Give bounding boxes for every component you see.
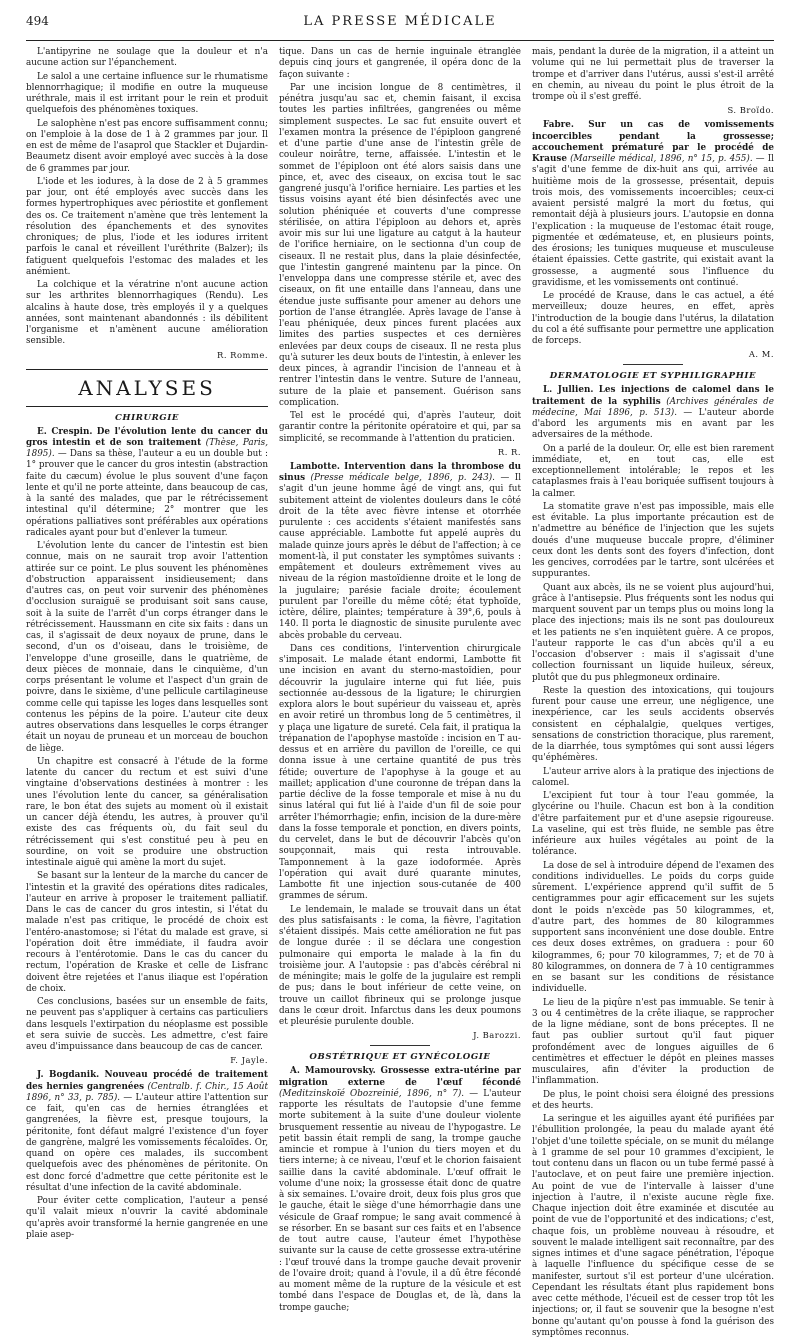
signature: R. R. [497, 446, 521, 457]
paragraph: L'auteur arrive alors à la pratique des injections de calomel. [532, 766, 774, 788]
article-author: A. Mamourovsky. [290, 1066, 376, 1077]
page-number: 494 [26, 14, 49, 28]
paragraph: Tel est le procédé qui, d'après l'auteur, doit garantir contre la péritonite opératoire et qui, par sa simplicité, se recommande à l'attention du praticien. [279, 411, 521, 444]
article-reference: (Presse médicale belge, 1896, p. 243). [310, 473, 495, 483]
signature: S. Broïdo. [727, 105, 774, 116]
column-1 [26, 47, 268, 1341]
article-reference: (Meditzinskoïé Obozreinié, 1896, n° 7). [279, 1088, 465, 1099]
paragraph: mais, pendant la durée de la migration, il a atteint un volume qui ne lui permettait plus de traverser la trompe et d'arriver dans l'utérus, aussi s'est-il arrêté en chemin, au niveau du point le plus étroit de la trompe où il s'est greffé. [532, 47, 774, 102]
page-header [26, 14, 774, 36]
paragraph: L'iode et les iodures, à la dose de 2 à 5 grammes par jour, ont été employés avec succès dans les formes hypertrophiques avec périostite et gonflement des os. Ce traitement n'amène que très lentement la résolution des épanchements et des synovites chroniques; de plus, l'iode et les iodures irritent parfois le canal et réveillent l'uréthrite (Balzer); ils fatiguent quelquefois l'estomac des malades et les anémient. [26, 176, 268, 277]
article-author: J. Bogdanik. [37, 1070, 100, 1081]
paragraph: Se basant sur la lenteur de la marche du cancer de l'intestin et la gravité des opérations dites radicales, l'auteur en arrive à proposer le traitement palliatif. Dans le cas de cancer du gros intestin, si l'état du malade n'est pas critique, le procédé de choix est l'entéro-anastomose; si l'état du malade est grave, si l'opération doit être immédiate, il faudra avoir recours à l'entérotomie. Dans le cas du cancer du rectum, l'opération de Kraske et celle de Lisfranc doivent être rejetées et l'anus iliaque est l'opération de choix. [26, 871, 268, 994]
signature: J. Barozzi. [473, 1030, 521, 1041]
paragraph: La colchique et la vératrine n'ont aucune action sur les arthrites blennorrhagiques (Rendu). Les alcalins à haute dose, très employés il y a quelques années, sont maintenant abandonnés : ils débilitent l'organisme et n'amènent aucune amélioration sensible. [26, 280, 268, 347]
journal-title: LA PRESSE MÉDICALE [303, 14, 497, 29]
article-text: — Dans sa thèse, l'auteur a eu un double but : 1° prouver que le cancer du gros intestin (abstraction faite du cæcum) évolue le plus souvent d'une façon lente et qu'il ne porte atteinte, dans beaucoup de cas, à la santé des malades, que par le rétrécissement intestinal qu'il détermine; 2° montrer que les opérations palliatives sont préférables aux opérations radicales ayant pour but d'enlever la tumeur. [26, 449, 268, 538]
paragraph: Pour éviter cette complication, l'auteur a pensé qu'il valait mieux n'ouvrir la cavité abdominale qu'après avoir transformé la hernie gangrenée en une plaie asep- [26, 1196, 268, 1240]
paragraph: Reste la question des intoxications, qui toujours furent pour cause une erreur, une négligence, une inexpérience, car les seuls accidents observés consistent en céphalalgie, quelques vertiges, sensations de constriction thoracique, plus rarement, de la diarrhée, tous symptômes qui sont aussi légers qu'éphémères. [532, 685, 774, 764]
article-author: E. Crespin. [37, 426, 93, 437]
section-title-dermatologie: DERMATOLOGIE ET SYPHILIGRAPHIE [549, 371, 757, 382]
article-bogdanik [26, 1070, 268, 1194]
paragraph: L'évolution lente du cancer de l'intestin est bien connue, mais on ne saurait trop avoir l'attention attirée sur ce point. Le plus souvent les phénomènes d'obstruction apparaissent insidieusement; dans d'autres cas, on peut voir survenir des phénomènes d'occlusion suraiguë se produisant soit sans cause, soit à la suite de l'arrêt d'un corps étranger dans le rétrécissement. Haussmann en cite six faits : dans un cas, il s'agissait de deux noyaux de prune, dans le second, d'un os d'oiseau, dans le troisième, de l'enveloppe d'une groseille, dans le quatrième, de deux pièces de monnaie, dans le cinquième, d'un corps présentant le volume et l'aspect d'un grain de poivre, dans le sixième, d'une pellicule cartilagineuse comme celle qui tapisse les loges dans lesquelles sont contenus les pépins de la poire. L'auteur cite deux autres observations dans lesquelles le corps étranger était un noyau de pruneau et un morceau de bouchon de liège. [26, 541, 268, 754]
paragraph: Dans ces conditions, l'intervention chirurgicale s'imposait. Le malade étant endormi, Lambotte fit une incision en avant du sterno-mastoïdien, pour découvrir la jugulaire interne qui fut liée, puis sectionnée au-dessous de la ligature; le chirurgien explora alors le bout supérieur du vaisseau et, après en avoir retiré un thrombus long de 5 centimètres, il y plaça une ligature de sureté. Cela fait, il pratiqua la trépanation de l'apophyse mastoïde : incision en T au-dessus et en arrière du pavillon de l'oreille, ce qui donna issue à une certaine quantité de pus très fétide; ouverture de l'apophyse à la gouge et au maillet; application d'une couronne de trépan dans la partie déclive de la fosse temporale et mise à nu du sinus latéral qui fut lié à l'aide d'un fil de soie pour arrêter l'hémorrhagie; enfin, incision de la dure-mère dans la fosse temporale et ponction, en divers points, du cervelet, dans le but de découvrir l'abcès qu'on soupçonnait, mais qui resta introuvable. Tamponnement à la gaze iodoformée. Après l'opération qui avait duré quarante minutes, Lambotte fit une injection sous-cutanée de 400 grammes de sérum. [279, 643, 521, 902]
paragraph: Par une incision longue de 8 centimètres, il pénétra jusqu'au sac et, chemin faisant, il excisa toutes les parties infiltrées, gangrenées ou même simplement suspectes. Le sac fut ensuite ouvert et l'examen montra la présence de l'épiploon gangrené et d'une partie d'une anse de l'intestin grêle de couleur noirâtre, terne, affaissée. L'intestin et le sommet de l'épiploon ont été alors saisis dans une pince, et, avec des ciseaux, on excisa tout le sac gangrené jusqu'à l'orifice herniaire. Les parties et les tissus voisins ayant été bien désinfectés avec une solution phéniquée et couverts d'une compresse stérilisée, on attira l'épiploon au dehors et, après avoir mis sur lui une ligature au catgut à la hauteur de l'orifice herniaire, on le sectionna d'un coup de ciseaux. Il ne restait plus, dans la plaie désinfectée, que l'intestin gangrené maintenu par la pince. On l'enveloppa dans une compresse stérile et, avec des ciseaux, on fit une entaille dans l'anneau, dans une étendue juste suffisante pour amener au dehors une portion de l'anse étranglée. Après lavage de l'anse à l'eau phéniquée, deux pinces furent placées aux limites des parties suspectes et ces dernières enlevées par deux coups de ciseaux. Il ne resta plus qu'à suturer les deux bouts de l'intestin, à enlever les deux pinces, à agrandir l'incision de l'anneau et à rentrer l'intestin dans le ventre. Suture de l'anneau, suture de la plaie et pansement. Guérison sans complication. [279, 82, 521, 408]
paragraph: Un chapitre est consacré à l'étude de la forme latente du cancer du rectum et est suivi d'une vingtaine d'observations destinées à montrer : les unes l'évolution lente du cancer, sa généralisation rare, le bon état des sujets au moment où il existait un cancer déjà étendu, les autres, à prouver qu'il existe des cas fréquents où, du fait seul du rétrécissement qui s'est constitué peu à peu en sourdine, on voit se produire une obstruction intestinale aiguë qui amène la mort du sujet. [26, 756, 268, 868]
article-jullien [532, 385, 774, 441]
paragraph: Le procédé de Krause, dans le cas actuel, a été merveilleux; douze heures, en effet, après l'introduction de la bougie dans l'utérus, la dilatation du col a été suffisante pour permettre une application de forceps. [532, 291, 774, 346]
article-fabre [532, 120, 774, 289]
article-title: De l'évolution lente du cancer du gros intestin et de son traitement [26, 426, 268, 448]
section-title-obstetrique: OBSTÉTRIQUE ET GYNÉCOLOGIE [309, 1052, 491, 1063]
paragraph: La stomatite grave n'est pas impossible, mais elle est évitable. La plus importante précaution est de n'admettre au bénéfice de l'injection que les sujets doués d'une muqueuse buccale propre, d'éliminer ceux dont les dents sont des foyers d'infection, dont les gencives, corrodées par le tartre, sont ulcérées et suppurantes. [532, 501, 774, 580]
article-text: — Il s'agit d'une femme de dix-huit ans qui, arrivée au huitième mois de la grossesse, présentait, depuis trois mois, des vomissements incoercibles; ceux-ci avaient persisté malgré la mort du fœtus, qui remontait déjà à plusieurs jours. L'autopsie en donna l'explication : la muqueuse de l'estomac était rouge, pigmentée et œdémateuse, et, en plusieurs points, des érosions; les tuniques muqueuse et musculeuse étaient épaissies. Cette gastrite, qui existait avant la grossesse, a augmenté sous l'influence du gravidisme, et les vomissements ont continué. [532, 154, 774, 288]
article-title: Les injections de calomel dans le traitement de la syphilis [532, 385, 774, 407]
paragraph: L'antipyrine ne soulage que la douleur et n'a aucune action sur l'épanchement. [26, 47, 268, 69]
signature: R. Romme. [217, 349, 268, 360]
divider [370, 1045, 430, 1046]
article-crespin [26, 427, 268, 540]
paragraph: tique. Dans un cas de hernie inguinale étranglée depuis cinq jours et gangrenée, il opéra donc de la façon suivante : [279, 47, 521, 80]
article-mamourovsky [279, 1066, 521, 1314]
paragraph: On a parlé de la douleur. Or, elle est bien rarement immédiate, et, en tout cas, elle est exceptionnellement intolérable; le repos et les cataplasmes frais à l'eau boriquée suffisent toujours à la calmer. [532, 443, 774, 499]
section-banner-analyses: ANALYSES [26, 369, 268, 407]
paragraph: La dose de sel à introduire dépend de l'examen des conditions individuelles. Le poids du corps guide sûrement. L'expérience apprend qu'il suffit de 5 centigrammes pour agir efficacement sur les sujets dont le poids n'excède pas 50 kilogrammes, et, d'autre part, des hommes de 80 kilogrammes supportent sans inconvénient une dose double. Entre ces deux doses extrêmes, on graduera : pour 60 kilogrammes, 6; pour 70 kilogrammes, 7; et de 70 à 80 kilogrammes, on donnera de 7 à 10 centigrammes en se basant sur les conditions de résistance individuelle. [532, 860, 774, 995]
article-title: Grossesse extra-utérine par migration externe de l'œuf fécondé [279, 1066, 521, 1088]
divider [623, 364, 683, 365]
article-reference: (Thèse, Paris, 1895). [26, 437, 268, 459]
article-author: L. Jullien. [543, 385, 594, 396]
signature: F. Jayle. [230, 1055, 268, 1066]
article-text: — L'auteur rapporte les résultats de l'autopsie d'une femme morte subitement à la suite d'une douleur violente brusquement ressentie au niveau de l'hypogastre. Le petit bassin était rempli de sang, la trompe gauche amincie et rompue à l'union du tiers moyen et du tiers interne; à ce niveau, l'œuf et le chorion faisaient saillie dans la cavité abdominale. L'œuf offrait le volume d'une noix; la grossesse était donc de quatre à six semaines. L'ovaire droit, deux fois plus gros que le gauche, était le siège d'une hémorrhagie dans une vésicule de Graaf rompue; le sang avait commencé à se résorber. En se basant sur ces faits et en l'absence de tout autre cause, l'auteur émet l'hypothèse suivante sur la cause de cette grossesse extra-utérine : l'œuf trouvé dans la trompe gauche devait provenir de l'ovaire droit; quand à l'ovule, il a dû être fécondé au moment même de la rupture de la vésicule et est tombé dans l'espace de Douglas et, de là, dans la trompe gauche; [279, 1088, 521, 1313]
article-author: Fabre. [543, 120, 574, 131]
paragraph: Le salol a une certaine influence sur le rhumatisme blennorrhagique; il modifie en outre la muqueuse uréthrale, mais il est irritant pour le rein et produit quelquefois des phénomènes toxiques. [26, 71, 268, 116]
paragraph: Le salophène n'est pas encore suffisamment connu; on l'emploie à la dose de 1 à 2 grammes par jour. Il en est de même de l'asaprol que Stackler et Dujardin-Beaumetz disent avoir employé avec succès à la dose de 6 grammes par jour. [26, 118, 268, 174]
paragraph: Le lendemain, le malade se trouvait dans un état des plus satisfaisants : le coma, la fièvre, l'agitation s'étaient dissipés. Mais cette amélioration ne fut pas de longue durée : il se déclara une congestion pulmonaire qui emporta le malade à la fin du troisième jour. A l'autopsie : pas d'abcès cérébral ni de méningite; mais le golfe de la jugulaire est rempli de pus; dans le bout inférieur de cette veine, on trouve un caillot fibrineux qui se prolonge jusque dans le cœur droit. Infarctus dans les deux poumons et pleurésie purulente double. [279, 904, 521, 1027]
column-3 [532, 47, 774, 1341]
article-text: — Il s'agit d'un jeune homme âgé de vingt ans, qui fut subitement atteint de violentes douleurs dans le côté droit de la tête avec fièvre intense et otorrhée purulente : ces accidents s'étaient manifestés sans cause appréciable. Lambotte fut appelé auprès du malade quinze jours après le début de l'affection; à ce moment-là, il put constater les symptômes suivants : empâtement et douleurs extrêmement vives au niveau de la région mastoïdienne droite et le long de la jugulaire; parésie faciale droite; écoulement purulent par l'oreille du même côté; état typhoïde, ictère, délire, plaintes; température à 39°,6, pouls à 140. Il porta le diagnostic de sinusite purulente avec abcès probable du cerveau. [279, 473, 521, 641]
paragraph: L'excipient fut tour à tour l'eau gommée, la glycérine ou l'huile. Chacun est bon à la condition d'être parfaitement pur et d'une asepsie rigoureuse. La vaseline, qui est très fluide, ne semble pas être inférieure aux huiles végétales au point de la tolérance. [532, 791, 774, 858]
columns [26, 47, 774, 1341]
paragraph: La seringue et les aiguilles ayant été purifiées par l'ébullition prolongée, la peau du malade ayant été l'objet d'une toilette spéciale, on se munit du mélange à 1 gramme de sel pour 10 grammes d'excipient, le tout contenu dans un flacon ou un tube fermé passé à l'autoclave, et on peut faire une première injection. Au point de vue de l'intervalle à laisser d'une injection à l'autre, il n'existe aucune règle fixe. Chaque injection doit être examinée et discutée au point de vue de l'opportunité et des indications; c'est, chaque fois, un problème nouveau à résoudre, et souvent le malade intelligent sait reconnaître, par des signes intimes et d'une sagace pénétration, l'époque à laquelle l'influence du spécifique cesse de se manifester, surtout s'il est porteur d'une ulcération. Cependant les résultats étant plus rapidement bons avec cette méthode, l'écueil est de cesser trop tôt les injections; or, il faut se souvenir que la besogne n'est bonne qu'autant qu'on pousse à fond la guérison des symptômes reconnus. [532, 1114, 774, 1338]
article-title: Sur un cas de vomissements incoercibles pendant la grossesse; accouchement prématuré par le procédé de Krause [532, 120, 774, 164]
article-text: — L'auteur aborde d'abord les arguments mis en avant par les adversaires de la méthode. [532, 407, 774, 441]
signature: A. M. [748, 349, 774, 360]
paragraph: De plus, le point choisi sera éloigné des pressions et des heurts. [532, 1089, 774, 1111]
article-title: Nouveau procédé de traitement des hernies gangrenées [26, 1070, 268, 1092]
paragraph: Quant aux abcès, ils ne se voient plus aujourd'hui, grâce à l'antisepsie. Plus fréquents sont les nodus qui marquent souvent par un temps plus ou moins long la place des injections; mais ils ne sont pas douloureux et les patients ne s'en inquiètent guère. A ce propos, l'auteur rapporte le cas d'un abcès qu'il a eu l'occasion d'observer : mais il s'agissait d'une collection fournissant un liquide huileux, séreux, plutôt que du pus phlegmoneux ordinaire. [532, 582, 774, 683]
article-lambotte [279, 462, 521, 642]
article-author: Lambotte. [290, 461, 340, 472]
article-text: — L'auteur attire l'attention sur ce fait, qu'en cas de hernies étranglées et gangrenées, la fièvre est, presque toujours, la péritonite, font défaut malgré l'existence d'un foyer de gangrène, malgré les vomissements fécaloïdes. Or, quand on opère ces malades, ils succombent quelquefois avec des phénomènes de péritonite. On est donc forcé d'admettre que cette péritonite est le résultat d'une infection de la cavité abdominale. [26, 1092, 268, 1193]
article-reference: (Centralb. f. Chir., 15 Août 1896, n° 33, p. 785). [26, 1081, 268, 1103]
header-rule [26, 40, 774, 41]
article-title: Intervention dans la thrombose du sinus [279, 461, 521, 483]
article-reference: (Archives générales de médecine, Mai 1896, p. 513). [532, 396, 774, 418]
paragraph: Le lieu de la piqûre n'est pas immuable. Se tenir à 3 ou 4 centimètres de la crête iliaque, se rapprocher de la ligne médiane, sont de bons préceptes. Il ne faut pas oublier surtout qu'il faut piquer profondément avec de longues aiguilles de 6 centimètres et effectuer le dépôt en pleines masses musculaires, afin d'éviter la production de l'inflammation. [532, 997, 774, 1087]
paragraph: Ces conclusions, basées sur un ensemble de faits, ne peuvent pas s'appliquer à certains cas particuliers dans lesquels l'extirpation du néoplasme est possible et sera suivie de succès. Les admettre, c'est faire aveu d'impuissance dans beaucoup de cas de cancer. [26, 997, 268, 1052]
article-reference: (Marseille médical, 1896, n° 15, p. 455). [570, 154, 753, 164]
section-title-chirurgie: CHIRURGIE [114, 412, 180, 423]
column-2 [279, 47, 521, 1341]
